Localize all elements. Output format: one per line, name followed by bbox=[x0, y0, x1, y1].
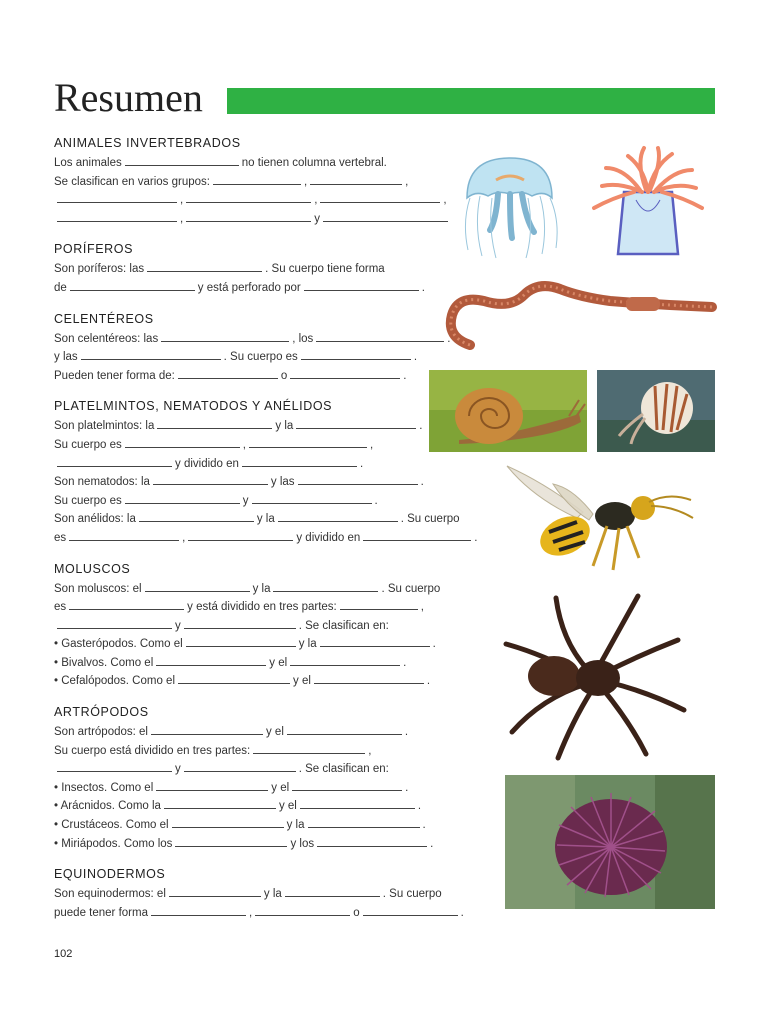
line-text: y la bbox=[275, 420, 294, 433]
line-text: Son celentéreos: las bbox=[54, 332, 159, 345]
fill-in-blank[interactable] bbox=[255, 904, 350, 916]
line-text: . Su cuerpo es bbox=[223, 351, 298, 364]
line-text: y bbox=[175, 619, 181, 632]
line-text: • Arácnidos. Como la bbox=[54, 800, 161, 813]
fill-in-blank[interactable] bbox=[253, 742, 365, 754]
line-text: y la bbox=[286, 819, 305, 832]
line-text: y el bbox=[265, 726, 284, 739]
line-text: . Se clasifican en: bbox=[298, 619, 389, 632]
section-title: PLATELMINTOS, NEMATODOS Y ANÉLIDOS bbox=[54, 399, 333, 414]
fill-in-blank[interactable] bbox=[57, 617, 172, 629]
line-text: de bbox=[54, 281, 67, 294]
worksheet-line bbox=[54, 492, 464, 511]
fill-in-blank[interactable] bbox=[290, 654, 400, 666]
fill-in-blank[interactable] bbox=[296, 417, 416, 429]
line-text: . bbox=[426, 675, 431, 688]
fill-in-blank[interactable] bbox=[184, 617, 296, 629]
worksheet-line bbox=[54, 816, 464, 835]
line-text: Son poríferos: las bbox=[54, 263, 145, 276]
line-text: y la bbox=[256, 513, 275, 526]
page-number: 102 bbox=[54, 948, 73, 960]
line-text: . bbox=[419, 420, 423, 433]
line-text: y está perforado por bbox=[197, 281, 301, 294]
line-text: , bbox=[303, 175, 308, 188]
line-text: , bbox=[180, 194, 184, 207]
line-text: no tienen columna vertebral. bbox=[241, 157, 387, 169]
fill-in-blank[interactable] bbox=[151, 904, 246, 916]
fill-in-blank[interactable] bbox=[285, 885, 380, 897]
section-title: PORÍFEROS bbox=[54, 242, 134, 257]
fill-in-blank[interactable] bbox=[300, 797, 415, 809]
fill-in-blank[interactable] bbox=[161, 330, 289, 342]
line-text: . bbox=[403, 656, 407, 669]
line-text: . Su cuerpo bbox=[400, 513, 460, 526]
worksheet-line bbox=[54, 367, 464, 386]
fill-in-blank[interactable] bbox=[178, 672, 290, 684]
fill-in-blank[interactable] bbox=[169, 885, 261, 897]
line-text: y las bbox=[270, 476, 295, 489]
fill-in-blank[interactable] bbox=[298, 473, 418, 485]
line-text: . bbox=[417, 800, 422, 813]
line-text: . bbox=[403, 369, 407, 382]
worksheet-line bbox=[54, 260, 464, 279]
section-title: CELENTÉREOS bbox=[54, 311, 154, 326]
worksheet-line bbox=[54, 510, 464, 529]
line-text: Su cuerpo es bbox=[54, 494, 122, 507]
line-text: , bbox=[368, 744, 372, 757]
worksheet-line bbox=[54, 598, 464, 617]
summary-worksheet bbox=[54, 136, 478, 936]
line-text: y el bbox=[269, 656, 288, 669]
line-text: , bbox=[443, 194, 447, 207]
line-text: . Se clasifican en: bbox=[298, 763, 389, 776]
line-text: Son equinodermos: el bbox=[54, 888, 166, 901]
wasp-photo bbox=[503, 462, 698, 587]
fill-in-blank[interactable] bbox=[145, 580, 250, 592]
line-text: Son moluscos: el bbox=[54, 582, 142, 595]
line-text: Se clasifican en varios grupos: bbox=[54, 175, 210, 188]
fill-in-blank[interactable] bbox=[178, 367, 278, 379]
line-text: Son artrópodos: el bbox=[54, 726, 148, 739]
section-2 bbox=[54, 242, 464, 297]
fill-in-blank[interactable] bbox=[273, 580, 378, 592]
page-title: Resumen bbox=[54, 75, 203, 120]
fill-in-blank[interactable] bbox=[213, 173, 301, 185]
line-text: y la bbox=[263, 888, 282, 901]
line-text: , los bbox=[292, 332, 314, 345]
fill-in-blank[interactable] bbox=[317, 835, 427, 847]
line-text: y el bbox=[278, 800, 297, 813]
fill-in-blank[interactable] bbox=[81, 348, 221, 360]
line-text: . bbox=[420, 476, 424, 489]
line-text: . bbox=[474, 531, 478, 544]
line-text: Pueden tener forma de: bbox=[54, 369, 175, 382]
fill-in-blank[interactable] bbox=[57, 191, 177, 203]
fill-in-blank[interactable] bbox=[316, 330, 444, 342]
spider-photo bbox=[502, 592, 690, 762]
line-text: • Gasterópodos. Como el bbox=[54, 638, 183, 651]
worksheet-line bbox=[54, 436, 464, 455]
fill-in-blank[interactable] bbox=[292, 779, 402, 791]
section-1 bbox=[54, 136, 464, 228]
line-text: Son platelmintos: la bbox=[54, 420, 155, 433]
line-text: y el bbox=[271, 781, 290, 794]
fill-in-blank[interactable] bbox=[172, 816, 284, 828]
line-text: o bbox=[353, 906, 360, 919]
line-text: . bbox=[421, 281, 425, 294]
line-text: es bbox=[54, 601, 67, 614]
line-text: , bbox=[242, 438, 246, 451]
fill-in-blank[interactable] bbox=[363, 529, 471, 541]
fill-in-blank[interactable] bbox=[323, 210, 448, 222]
worksheet-line bbox=[54, 885, 464, 904]
worksheet-line bbox=[54, 191, 464, 210]
worksheet-line bbox=[54, 279, 464, 298]
fill-in-blank[interactable] bbox=[290, 367, 400, 379]
fill-in-blank[interactable] bbox=[304, 279, 419, 291]
fill-in-blank[interactable] bbox=[287, 723, 402, 735]
fill-in-blank[interactable] bbox=[320, 635, 430, 647]
line-text: puede tener forma bbox=[54, 906, 148, 919]
fill-in-blank[interactable] bbox=[153, 473, 268, 485]
fill-in-blank[interactable] bbox=[69, 529, 179, 541]
worksheet-line bbox=[54, 835, 464, 854]
worksheet-line bbox=[54, 580, 464, 599]
line-text: Los animales bbox=[54, 157, 122, 169]
fill-in-blank[interactable] bbox=[57, 455, 172, 467]
sea-urchin-photo bbox=[505, 775, 715, 909]
fill-in-blank[interactable] bbox=[186, 635, 296, 647]
line-text: . Su cuerpo tiene forma bbox=[265, 263, 385, 276]
line-text: y las bbox=[54, 351, 78, 364]
nautilus-photo bbox=[597, 370, 715, 452]
line-text: • Bivalvos. Como el bbox=[54, 656, 154, 669]
worksheet-line bbox=[54, 154, 464, 173]
line-text: y bbox=[314, 212, 320, 225]
line-text: , bbox=[420, 601, 424, 614]
line-text: Son nematodos: la bbox=[54, 476, 150, 489]
section-5 bbox=[54, 562, 464, 692]
sea-anemone-illustration bbox=[584, 142, 712, 260]
line-text: • Cefalópodos. Como el bbox=[54, 675, 176, 688]
line-text: • Miriápodos. Como los bbox=[54, 837, 173, 850]
worksheet-line bbox=[54, 330, 464, 349]
line-text: , bbox=[182, 531, 186, 544]
section-4 bbox=[54, 399, 478, 547]
line-text: y el bbox=[293, 675, 311, 688]
title-accent-bar bbox=[227, 88, 715, 114]
fill-in-blank[interactable] bbox=[156, 779, 268, 791]
line-text: . bbox=[374, 494, 378, 507]
worksheet-line bbox=[54, 672, 464, 691]
fill-in-blank[interactable] bbox=[249, 436, 367, 448]
line-text: . bbox=[404, 726, 409, 739]
line-text: y la bbox=[298, 638, 317, 651]
section-3 bbox=[54, 312, 464, 386]
jellyfish-illustration bbox=[452, 150, 577, 260]
snail-photo bbox=[429, 370, 587, 452]
line-text: y bbox=[175, 763, 181, 776]
line-text: . bbox=[422, 819, 426, 832]
line-text: , bbox=[405, 175, 409, 188]
line-text: y está dividido en tres partes: bbox=[187, 601, 337, 614]
line-text: . bbox=[460, 906, 464, 919]
line-text: . bbox=[430, 837, 434, 850]
fill-in-blank[interactable] bbox=[125, 492, 240, 504]
line-text: es bbox=[54, 531, 67, 544]
section-title: ARTRÓPODOS bbox=[54, 705, 149, 720]
worksheet-line bbox=[54, 173, 464, 192]
line-text: , bbox=[180, 212, 184, 225]
fill-in-blank[interactable] bbox=[186, 210, 311, 222]
fill-in-blank[interactable] bbox=[186, 191, 311, 203]
fill-in-blank[interactable] bbox=[363, 904, 458, 916]
worksheet-line bbox=[54, 473, 464, 492]
line-text: y bbox=[242, 494, 249, 507]
worksheet-line bbox=[54, 348, 464, 367]
fill-in-blank[interactable] bbox=[308, 816, 420, 828]
fill-in-blank[interactable] bbox=[139, 510, 254, 522]
line-text: • Crustáceos. Como el bbox=[54, 819, 169, 832]
fill-in-blank[interactable] bbox=[69, 598, 184, 610]
worksheet-line bbox=[54, 617, 464, 636]
fill-in-blank[interactable] bbox=[314, 672, 424, 684]
line-text: , bbox=[314, 194, 318, 207]
line-text: , bbox=[248, 906, 253, 919]
fill-in-blank[interactable] bbox=[242, 455, 357, 467]
line-text: y dividido en bbox=[296, 531, 361, 544]
fill-in-blank[interactable] bbox=[125, 436, 240, 448]
worksheet-line bbox=[54, 797, 464, 816]
fill-in-blank[interactable] bbox=[188, 529, 293, 541]
earthworm-photo bbox=[440, 275, 718, 355]
line-text: y la bbox=[252, 582, 271, 595]
worksheet-line bbox=[54, 455, 464, 474]
fill-in-blank[interactable] bbox=[278, 510, 398, 522]
worksheet-line bbox=[54, 779, 464, 798]
worksheet-line bbox=[54, 723, 464, 742]
line-text: o bbox=[280, 369, 288, 382]
fill-in-blank[interactable] bbox=[156, 654, 266, 666]
worksheet-line bbox=[54, 417, 464, 436]
line-text: . bbox=[413, 351, 418, 364]
worksheet-line bbox=[54, 654, 464, 673]
worksheet-line bbox=[54, 904, 464, 923]
fill-in-blank[interactable] bbox=[57, 760, 172, 772]
line-text: . Su cuerpo bbox=[381, 582, 441, 595]
line-text: • Insectos. Como el bbox=[54, 781, 154, 794]
fill-in-blank[interactable] bbox=[70, 279, 195, 291]
fill-in-blank[interactable] bbox=[310, 173, 402, 185]
line-text: . bbox=[432, 638, 436, 651]
fill-in-blank[interactable] bbox=[57, 210, 177, 222]
fill-in-blank[interactable] bbox=[151, 723, 263, 735]
fill-in-blank[interactable] bbox=[301, 348, 411, 360]
line-text: . bbox=[405, 781, 409, 794]
line-text: Su cuerpo es bbox=[54, 438, 122, 451]
worksheet-line bbox=[54, 529, 478, 548]
section-title: EQUINODERMOS bbox=[54, 867, 166, 882]
line-text: , bbox=[369, 438, 374, 451]
fill-in-blank[interactable] bbox=[147, 260, 262, 272]
line-text: Son anélidos: la bbox=[54, 513, 136, 526]
line-text: . Su cuerpo bbox=[382, 888, 442, 901]
fill-in-blank[interactable] bbox=[164, 797, 276, 809]
worksheet-line bbox=[54, 635, 464, 654]
section-title: ANIMALES INVERTEBRADOS bbox=[54, 136, 241, 150]
fill-in-blank[interactable] bbox=[340, 598, 418, 610]
fill-in-blank[interactable] bbox=[157, 417, 272, 429]
section-6 bbox=[54, 705, 464, 853]
fill-in-blank[interactable] bbox=[320, 191, 440, 203]
line-text: y los bbox=[290, 837, 315, 850]
fill-in-blank[interactable] bbox=[184, 760, 296, 772]
fill-in-blank[interactable] bbox=[252, 492, 372, 504]
line-text: y dividido en bbox=[175, 457, 239, 470]
section-title: MOLUSCOS bbox=[54, 561, 131, 576]
fill-in-blank[interactable] bbox=[175, 835, 287, 847]
section-7 bbox=[54, 867, 464, 922]
worksheet-line bbox=[54, 210, 464, 229]
worksheet-line bbox=[54, 760, 464, 779]
fill-in-blank[interactable] bbox=[125, 154, 239, 166]
worksheet-line bbox=[54, 742, 464, 761]
line-text: . bbox=[359, 457, 364, 470]
line-text: Su cuerpo está dividido en tres partes: bbox=[54, 744, 251, 757]
line-text: . bbox=[447, 332, 451, 345]
